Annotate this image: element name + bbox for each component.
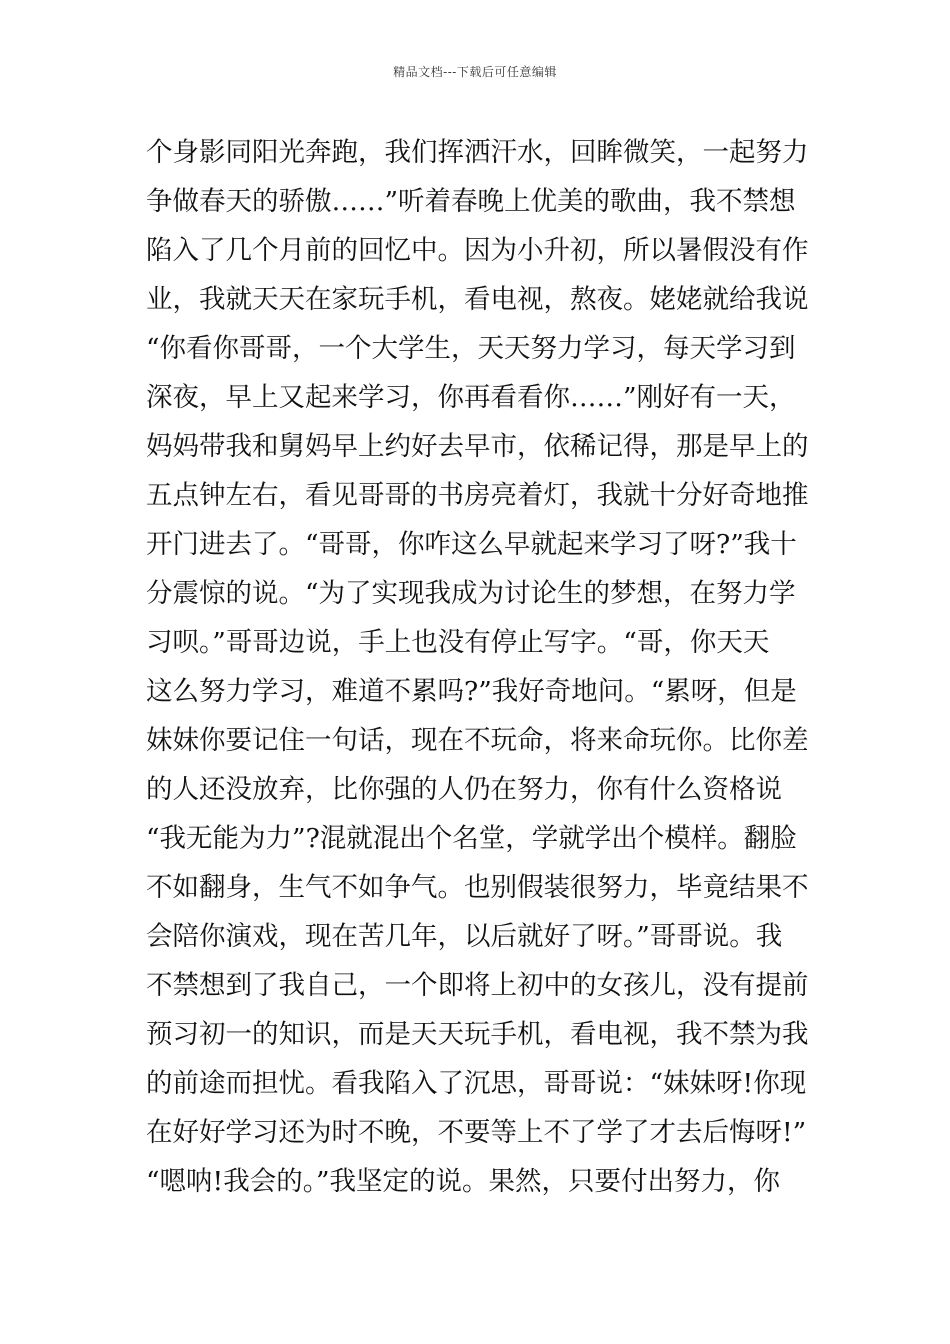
text-line: 会陪你演戏，现在苦几年，以后就好了呀。”哥哥说。我 <box>146 921 783 952</box>
text-line: 开门进去了。“哥哥，你咋这么早就起来学习了呀?”我十 <box>146 529 797 560</box>
text-line: “我无能为力”?混就混出个名堂，学就学出个模样。翻脸 <box>146 823 797 854</box>
text-line: 这么努力学习，难道不累吗?”我好奇地问。“累呀，但是 <box>146 676 797 707</box>
text-line: 妹妹你要记住一句话，现在不玩命，将来命玩你。比你差 <box>146 725 809 756</box>
text-line: 陷入了几个月前的回忆中。因为小升初，所以暑假没有作 <box>146 235 809 266</box>
text-line: 业，我就天天在家玩手机，看电视，熬夜。姥姥就给我说 <box>146 284 809 315</box>
text-line: “你看你哥哥，一个大学生，天天努力学习，每天学习到 <box>146 333 796 364</box>
text-line: 预习初一的知识，而是天天玩手机，看电视，我不禁为我 <box>146 1019 809 1050</box>
text-line: 不如翻身，生气不如争气。也别假装很努力，毕竟结果不 <box>146 872 809 903</box>
text-line: 个身影同阳光奔跑，我们挥洒汗水，回眸微笑，一起努力 <box>146 137 809 168</box>
text-line: 争做春天的骄傲……”听着春晚上优美的歌曲，我不禁想 <box>146 186 796 217</box>
text-line: 在好好学习还为时不晚，不要等上不了学了才去后悔呀!” <box>146 1117 807 1148</box>
text-line: 妈妈带我和舅妈早上约好去早市，依稀记得，那是早上的 <box>146 431 809 462</box>
text-line: 的人还没放弃，比你强的人仍在努力，你有什么资格说 <box>146 774 782 805</box>
text-line: 不禁想到了我自己，一个即将上初中的女孩儿，没有提前 <box>146 970 809 1001</box>
text-line: 分震惊的说。“为了实现我成为讨论生的梦想，在努力学 <box>146 578 796 609</box>
text-line: 深夜，早上又起来学习，你再看看你……”刚好有一天， <box>146 382 796 413</box>
text-line: 五点钟左右，看见哥哥的书房亮着灯，我就十分好奇地推 <box>146 480 809 511</box>
body-text <box>146 128 816 1206</box>
text-line: “嗯呐!我会的。”我坚定的说。果然，只要付出努力，你 <box>146 1166 780 1197</box>
page-header: 精品文档---下载后可任意编辑 <box>393 65 557 79</box>
text-line: 习呗。”哥哥边说，手上也没有停止写字。“哥，你天天 <box>146 627 770 658</box>
text-line: 的前途而担忧。看我陷入了沉思，哥哥说：“妹妹呀!你现 <box>146 1068 807 1099</box>
